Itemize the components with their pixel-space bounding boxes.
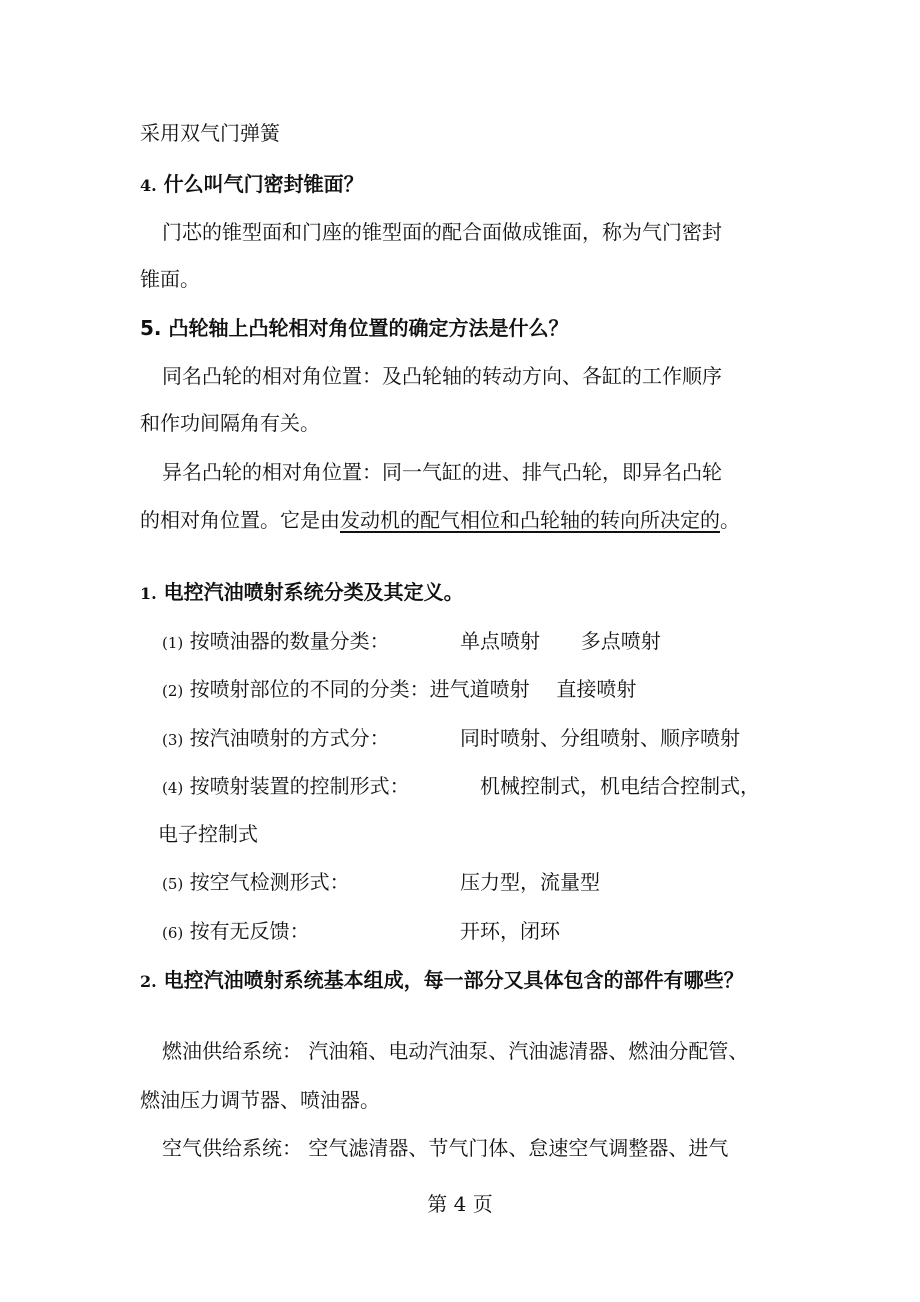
- intro-line: 采用双气门弹簧: [140, 121, 280, 145]
- item-number: (2): [162, 682, 184, 700]
- q4-number: 4.: [140, 176, 157, 195]
- e1-item-1: [162, 627, 390, 657]
- q4-heading: [140, 170, 364, 200]
- e2-heading: [140, 966, 744, 996]
- item-label: 按喷油器的数量分类：: [189, 629, 390, 653]
- e2-title: 电控汽油喷射系统基本组成，每一部分又具体包含的部件有哪些？: [163, 968, 744, 992]
- page-footer: [0, 1190, 920, 1218]
- e1-heading: [140, 578, 464, 608]
- item-number: (4): [162, 779, 184, 797]
- e1-item-4-value: 机械控制式，机电结合控制式，: [480, 774, 760, 798]
- item-label: 按喷射部位的不同的分类：: [189, 677, 430, 701]
- page-number: 4: [453, 1192, 467, 1216]
- e1-item-3-value: 同时喷射、分组喷射、顺序喷射: [460, 726, 740, 750]
- e1-title: 电控汽油喷射系统分类及其定义。: [163, 580, 464, 604]
- item-value-a: 进气道喷射: [429, 677, 530, 701]
- e1-item-3: [162, 724, 390, 754]
- e2-air-line1: 空气供给系统： 空气滤清器、节气门体、怠速空气调整器、进气: [162, 1136, 729, 1160]
- item-number: (5): [162, 875, 184, 893]
- q5-title: 凸轮轴上凸轮相对角位置的确定方法是什么？: [168, 316, 569, 340]
- item-number: (6): [162, 924, 184, 942]
- q5-p2-plain: 的相对角位置。它是由: [140, 508, 340, 532]
- e1-item-6-value: 开环，闭环: [460, 919, 560, 943]
- item-value-b: 多点喷射: [580, 629, 661, 653]
- item-value-a: 单点喷射: [460, 629, 540, 653]
- item-label: 按喷射装置的控制形式：: [189, 774, 410, 798]
- item-label: 按空气检测形式：: [189, 870, 350, 894]
- e1-item-1-values: [460, 627, 661, 655]
- q5-p2-line1: 异名凸轮的相对角位置：同一气缸的进、排气凸轮，即异名凸轮: [162, 460, 722, 484]
- q5-p2-line2: [140, 506, 740, 534]
- footer-prefix: 第: [427, 1192, 448, 1216]
- e2-fuel-line2: 燃油压力调节器、喷油器。: [140, 1088, 380, 1112]
- footer-suffix: 页: [472, 1192, 493, 1216]
- e1-item-4-continuation: 电子控制式: [158, 822, 258, 846]
- q5-p2-end: 。: [720, 508, 740, 532]
- q5-p2-underlined: 发动机的配气相位和凸轮轴的转向所决定的: [340, 508, 720, 532]
- e1-item-6: [162, 917, 310, 947]
- item-number: (1): [162, 634, 184, 652]
- q4-title: 什么叫气门密封锥面？: [163, 172, 364, 196]
- q5-heading: [140, 314, 568, 342]
- q4-answer-line1: 门芯的锥型面和门座的锥型面的配合面做成锥面，称为气门密封: [162, 220, 722, 244]
- item-label: 按汽油喷射的方式分：: [189, 726, 390, 750]
- e1-item-5-value: 压力型，流量型: [460, 870, 600, 894]
- q5-p1-line1: 同名凸轮的相对角位置：及凸轮轴的转动方向、各缸的工作顺序: [162, 364, 722, 388]
- e2-number: 2.: [140, 972, 157, 991]
- e1-item-2: [162, 675, 636, 705]
- q5-number: 5.: [140, 316, 162, 340]
- q5-p1-line2: 和作功间隔角有关。: [140, 411, 320, 435]
- item-value-b: 直接喷射: [556, 677, 637, 701]
- q4-answer-line2: 锥面。: [140, 267, 200, 291]
- item-label: 按有无反馈：: [189, 919, 310, 943]
- e1-item-5: [162, 868, 350, 898]
- e1-number: 1.: [140, 584, 157, 603]
- e2-fuel-line1: 燃油供给系统： 汽油箱、电动汽油泵、汽油滤清器、燃油分配管、: [162, 1039, 749, 1063]
- e1-item-4: [162, 772, 410, 802]
- item-number: (3): [162, 731, 184, 749]
